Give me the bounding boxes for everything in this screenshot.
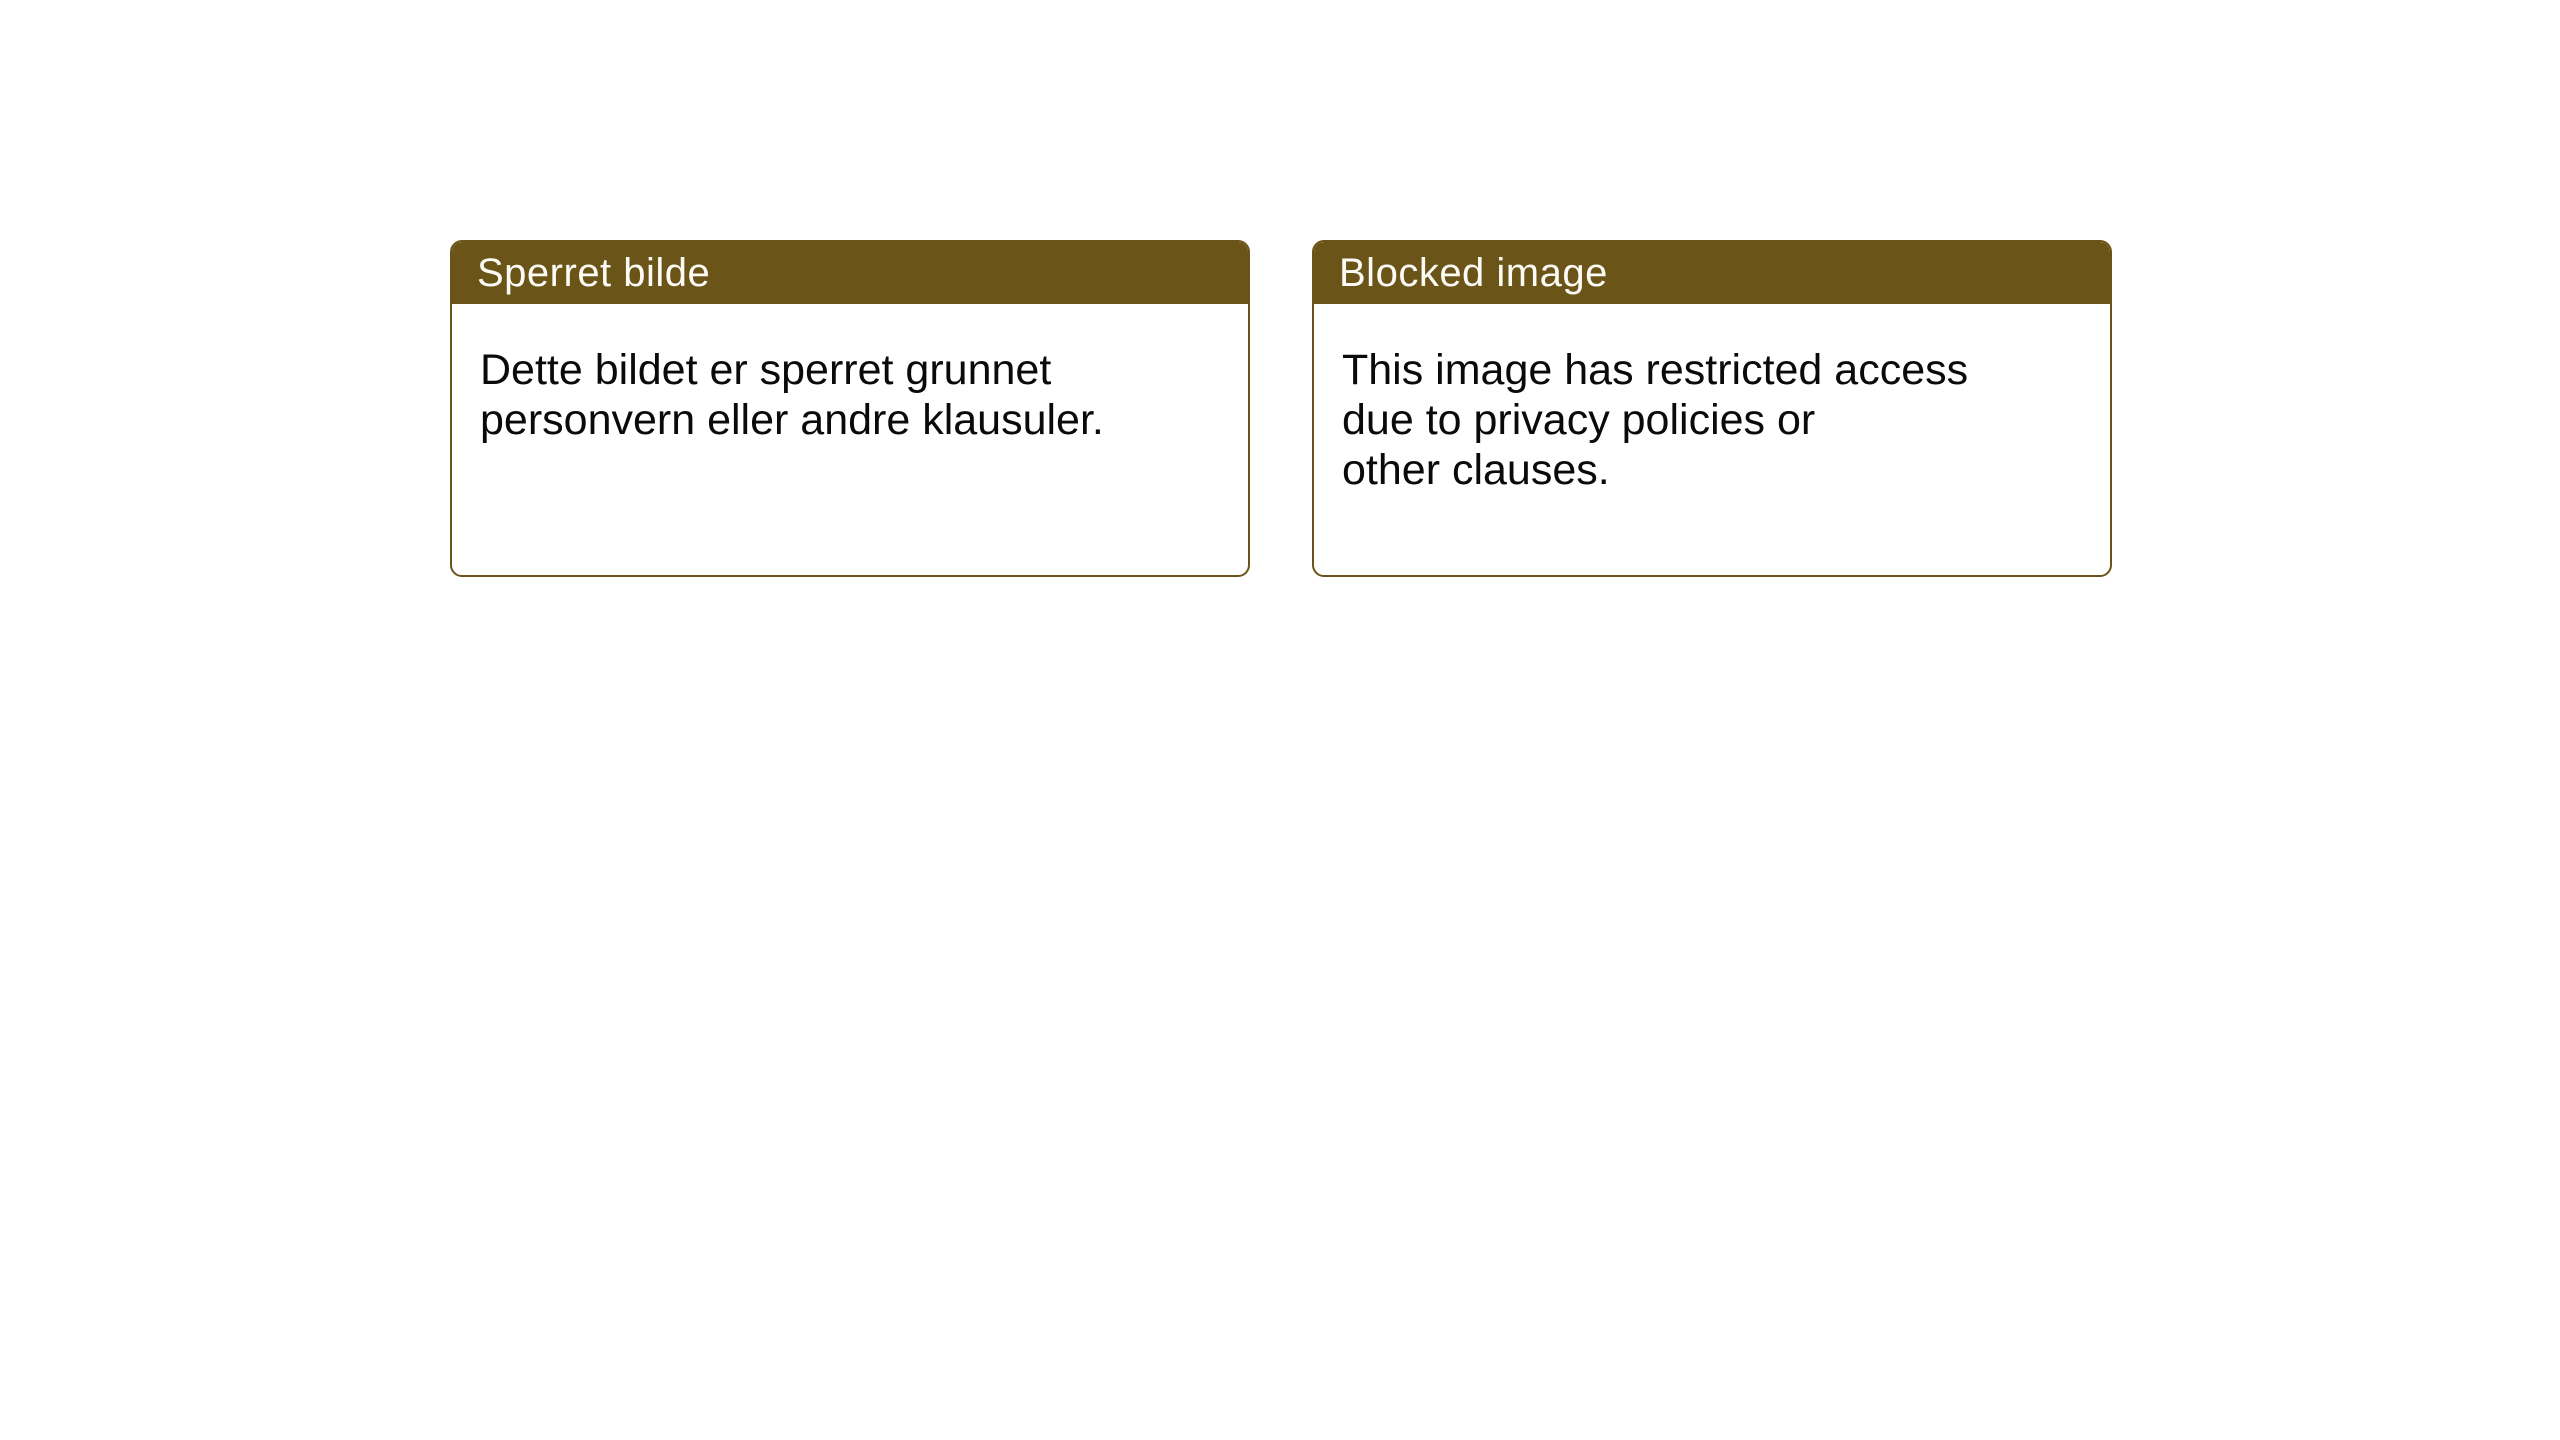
card-header: [451, 241, 1249, 304]
card-title: Blocked image: [1339, 250, 1608, 295]
card-body-line: This image has restricted access: [1342, 346, 1969, 394]
card-body-line: other clauses.: [1342, 446, 1610, 494]
card-body-line: Dette bildet er sperret grunnet: [480, 346, 1052, 394]
card-body-line: due to privacy policies or: [1342, 396, 1816, 444]
card-header: [1313, 241, 2111, 304]
card-title: Sperret bilde: [477, 250, 711, 295]
card-body-line: personvern eller andre klausuler.: [480, 396, 1104, 444]
blocked-image-card-norwegian: [450, 240, 1250, 577]
blocked-image-card-english: [1312, 240, 2112, 577]
card-body: [1314, 304, 2110, 495]
card-body: [452, 304, 1248, 445]
